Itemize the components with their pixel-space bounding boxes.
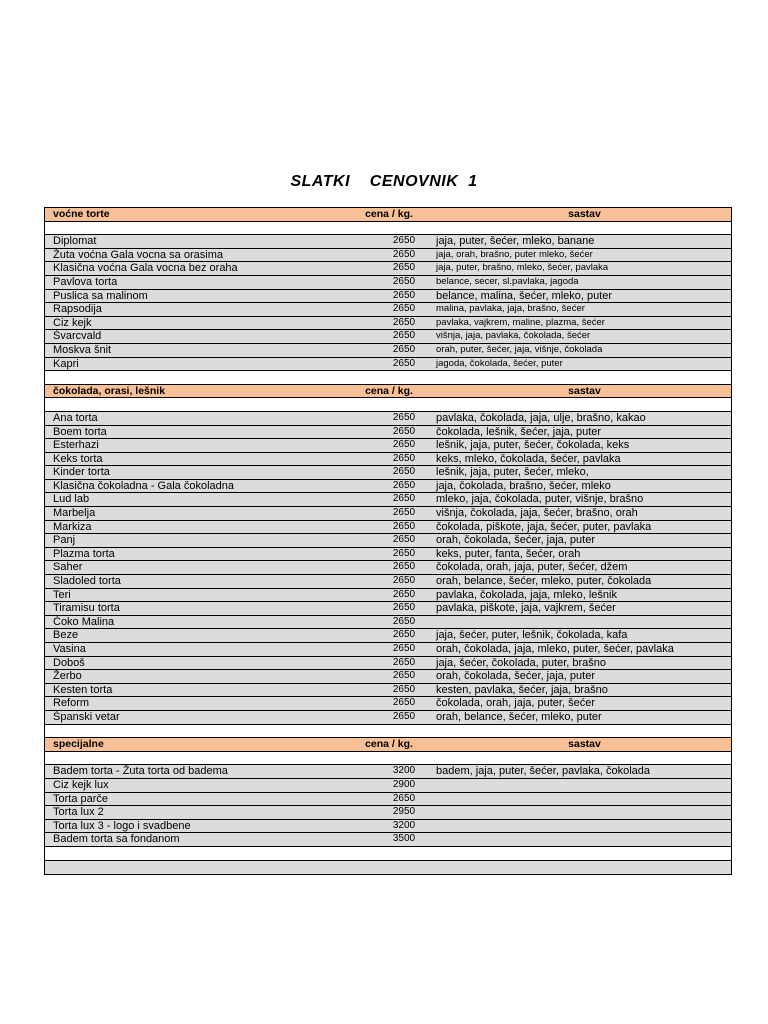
product-row bbox=[45, 670, 731, 684]
product-name: Plazma torta bbox=[53, 547, 115, 560]
product-row bbox=[45, 697, 731, 711]
product-row bbox=[45, 412, 731, 426]
product-price: 2650 bbox=[392, 656, 416, 668]
product-name: Kapri bbox=[53, 357, 79, 370]
product-name: Doboš bbox=[53, 656, 85, 669]
product-row bbox=[45, 303, 731, 317]
product-row bbox=[45, 643, 731, 657]
product-name: Tiramisu torta bbox=[53, 602, 120, 615]
product-row bbox=[45, 317, 731, 331]
product-price: 2650 bbox=[392, 493, 416, 505]
section-header bbox=[45, 208, 731, 222]
price-column-header: cena / kg. bbox=[365, 738, 413, 751]
product-price: 2650 bbox=[392, 466, 416, 478]
product-name: Vasina bbox=[53, 643, 86, 655]
product-price: 2650 bbox=[392, 479, 416, 491]
price-column-header: cena / kg. bbox=[365, 384, 413, 397]
section-title: specijalne bbox=[53, 738, 104, 751]
section-title: voćne torte bbox=[53, 208, 110, 220]
product-price: 2650 bbox=[392, 615, 416, 627]
product-row bbox=[45, 344, 731, 358]
price-column-header: cena / kg. bbox=[365, 208, 413, 220]
product-row bbox=[45, 276, 731, 290]
spacer-row bbox=[45, 847, 731, 861]
product-price: 2650 bbox=[392, 792, 416, 804]
product-name: Čoko Malina bbox=[53, 615, 115, 628]
product-price: 2650 bbox=[392, 425, 416, 437]
product-price: 2650 bbox=[392, 235, 416, 247]
product-name: Sladoled torta bbox=[53, 575, 121, 588]
product-ingredients: orah, belance, šećer, mleko, puter, čokolada bbox=[436, 575, 652, 588]
product-row bbox=[45, 493, 731, 507]
spacer-row bbox=[45, 861, 731, 875]
product-price: 2650 bbox=[392, 330, 416, 342]
product-price: 2650 bbox=[392, 411, 416, 423]
product-ingredients: čokolada, orah, jaja, puter, šećer bbox=[436, 697, 595, 710]
product-row bbox=[45, 521, 731, 535]
product-row bbox=[45, 453, 731, 467]
product-row bbox=[45, 684, 731, 698]
product-row bbox=[45, 711, 731, 725]
product-name: Kesten torta bbox=[53, 683, 113, 696]
product-ingredients: orah, čokolada, šećer, jaja, puter bbox=[436, 534, 595, 547]
ingredients-column-header: sastav bbox=[568, 384, 601, 397]
product-ingredients: orah, čokolada, šećer, jaja, puter bbox=[436, 670, 595, 683]
product-row bbox=[45, 330, 731, 344]
product-ingredients: višnja, jaja, pavlaka, čokolada, šećer bbox=[436, 330, 591, 342]
product-name: Španski vetar bbox=[53, 710, 120, 723]
product-name: Kinder torta bbox=[53, 466, 110, 479]
product-row bbox=[45, 439, 731, 453]
product-name: Keks torta bbox=[53, 452, 103, 465]
product-ingredients: keks, puter, fanta, šećer, orah bbox=[436, 547, 581, 560]
product-row bbox=[45, 589, 731, 603]
product-price: 2650 bbox=[392, 683, 416, 695]
product-name: Boem torta bbox=[53, 425, 107, 438]
product-name: Moskva šnit bbox=[53, 343, 112, 356]
product-ingredients: kesten, pavlaka, šećer, jaja, brašno bbox=[436, 683, 608, 696]
product-price: 2650 bbox=[392, 710, 416, 722]
product-row bbox=[45, 507, 731, 521]
product-name: Badem torta - Žuta torta od badema bbox=[53, 765, 228, 778]
product-price: 2650 bbox=[392, 520, 416, 532]
product-ingredients: jaja, puter, šećer, mleko, banane bbox=[436, 235, 595, 248]
ingredients-column-header: sastav bbox=[568, 208, 601, 220]
product-name: Ana torta bbox=[53, 411, 98, 424]
product-price: 2650 bbox=[392, 439, 416, 451]
ingredients-column-header: sastav bbox=[568, 738, 601, 751]
product-row bbox=[45, 820, 731, 834]
section-header bbox=[45, 738, 731, 752]
product-name: Torta lux 3 - logo i svadbene bbox=[53, 819, 191, 832]
product-name: Reform bbox=[53, 697, 90, 710]
product-name: Ciz kejk lux bbox=[53, 778, 109, 791]
product-ingredients: badem, jaja, puter, šećer, pavlaka, čokolada bbox=[436, 765, 651, 778]
product-ingredients: orah, belance, šećer, mleko, puter bbox=[436, 710, 602, 723]
product-price: 3500 bbox=[392, 833, 416, 845]
product-price: 2650 bbox=[392, 547, 416, 559]
product-price: 2950 bbox=[392, 806, 416, 818]
product-ingredients: jaja, orah, brašno, puter mleko, šećer bbox=[436, 248, 593, 260]
product-name: Žerbo bbox=[53, 670, 82, 683]
product-price: 2900 bbox=[392, 778, 416, 790]
spacer-row bbox=[45, 371, 731, 385]
product-name: Markiza bbox=[53, 520, 92, 533]
product-row bbox=[45, 765, 731, 779]
product-ingredients: mleko, jaja, čokolada, puter, višnje, brašno bbox=[436, 493, 644, 506]
product-name: Lud lab bbox=[53, 493, 90, 506]
product-price: 2650 bbox=[392, 262, 416, 274]
product-row bbox=[45, 235, 731, 249]
product-name: Klasična čokoladna - Gala čokoladna bbox=[53, 479, 235, 492]
product-price: 2650 bbox=[392, 452, 416, 464]
product-name: Torta parče bbox=[53, 792, 109, 805]
product-name: Klasična voćna Gala vocna bez oraha bbox=[53, 262, 238, 275]
product-name: Rapsodija bbox=[53, 303, 102, 316]
product-name: Puslica sa malinom bbox=[53, 289, 148, 302]
product-price: 2650 bbox=[392, 343, 416, 355]
product-row bbox=[45, 833, 731, 847]
product-price: 2650 bbox=[392, 289, 416, 301]
product-row bbox=[45, 793, 731, 807]
product-ingredients: čokolada, piškote, jaja, šećer, puter, pavlaka bbox=[436, 520, 652, 533]
product-ingredients: belance, malina, šećer, mleko, puter bbox=[436, 289, 613, 302]
product-row bbox=[45, 262, 731, 276]
product-ingredients: pavlaka, vajkrem, maline, plazma, šećer bbox=[436, 316, 605, 328]
product-price: 2650 bbox=[392, 629, 416, 641]
product-name: Marbelja bbox=[53, 507, 96, 520]
page-title: SLATKI CENOVNIK 1 bbox=[290, 173, 478, 190]
product-name: Švarcvald bbox=[53, 330, 102, 343]
product-name: Torta lux 2 bbox=[53, 806, 104, 819]
product-ingredients: lešnik, jaja, puter, šećer, čokolada, keks bbox=[436, 439, 630, 452]
product-name: Diplomat bbox=[53, 235, 97, 248]
product-ingredients: pavlaka, piškote, jaja, vajkrem, šećer bbox=[436, 602, 616, 615]
spacer-row bbox=[45, 222, 731, 236]
product-ingredients: jaja, šećer, puter, lešnik, čokolada, kafa bbox=[436, 629, 628, 642]
product-price: 2650 bbox=[392, 697, 416, 709]
product-ingredients: pavlaka, čokolada, jaja, mleko, lešnik bbox=[436, 588, 617, 601]
product-price: 2650 bbox=[392, 316, 416, 328]
product-row bbox=[45, 290, 731, 304]
product-name: Ciz kejk bbox=[53, 316, 92, 329]
product-price: 2650 bbox=[392, 507, 416, 519]
product-ingredients: čokolada, lešnik, šećer, jaja, puter bbox=[436, 425, 602, 438]
product-ingredients: višnja, čokolada, jaja, šećer, brašno, orah bbox=[436, 507, 638, 520]
product-row bbox=[45, 548, 731, 562]
spacer-row bbox=[45, 752, 731, 766]
product-price: 2650 bbox=[392, 575, 416, 587]
product-name: Esterhazi bbox=[53, 439, 99, 452]
product-name: Badem torta sa fondanom bbox=[53, 833, 180, 846]
product-name: Pavlova torta bbox=[53, 275, 118, 288]
product-price: 2650 bbox=[392, 357, 416, 369]
product-name: Teri bbox=[53, 588, 71, 601]
product-row bbox=[45, 426, 731, 440]
product-price: 2650 bbox=[392, 534, 416, 546]
product-name: Panj bbox=[53, 534, 76, 547]
product-row bbox=[45, 249, 731, 263]
product-ingredients: jagoda, čokolada, šećer, puter bbox=[436, 357, 563, 369]
product-row bbox=[45, 806, 731, 820]
product-row bbox=[45, 657, 731, 671]
product-price: 2650 bbox=[392, 303, 416, 315]
product-ingredients: čokolada, orah, jaja, puter, šećer, džem bbox=[436, 561, 628, 574]
product-price: 3200 bbox=[392, 765, 416, 777]
product-ingredients: jaja, čokolada, brašno, šećer, mleko bbox=[436, 479, 611, 492]
product-price: 2650 bbox=[392, 588, 416, 600]
section-header bbox=[45, 385, 731, 399]
product-row bbox=[45, 779, 731, 793]
product-ingredients: orah, puter, šećer, jaja, višnje, čokolada bbox=[436, 343, 603, 355]
product-price: 2650 bbox=[392, 602, 416, 614]
product-ingredients: belance, secer, sl.pavlaka, jagoda bbox=[436, 275, 579, 287]
product-price: 3200 bbox=[392, 819, 416, 831]
product-row bbox=[45, 629, 731, 643]
product-ingredients: keks, mleko, čokolada, šećer, pavlaka bbox=[436, 452, 621, 465]
spacer-row bbox=[45, 398, 731, 412]
product-price: 2650 bbox=[392, 248, 416, 260]
product-name: Saher bbox=[53, 561, 83, 574]
product-price: 2650 bbox=[392, 670, 416, 682]
product-row bbox=[45, 575, 731, 589]
section-title: čokolada, orasi, lešnik bbox=[53, 384, 166, 397]
product-row bbox=[45, 534, 731, 548]
product-ingredients: jaja, šećer, čokolada, puter, brašno bbox=[436, 656, 606, 669]
product-row bbox=[45, 358, 731, 372]
product-row bbox=[45, 561, 731, 575]
product-row bbox=[45, 466, 731, 480]
price-table bbox=[44, 207, 732, 875]
product-row bbox=[45, 616, 731, 630]
product-name: Beze bbox=[53, 629, 79, 642]
product-row bbox=[45, 480, 731, 494]
product-ingredients: lešnik, jaja, puter, šećer, mleko, bbox=[436, 466, 589, 479]
product-ingredients: orah, čokolada, jaja, mleko, puter, šećer, pavlaka bbox=[436, 643, 674, 655]
product-price: 2650 bbox=[392, 275, 416, 287]
product-price: 2650 bbox=[392, 561, 416, 573]
spacer-row bbox=[45, 725, 731, 739]
product-price: 2650 bbox=[392, 643, 416, 654]
product-ingredients: malina, pavlaka, jaja, brašno, šećer bbox=[436, 303, 585, 315]
product-ingredients: pavlaka, čokolada, jaja, ulje, brašno, kakao bbox=[436, 411, 646, 424]
product-ingredients: jaja, puter, brašno, mleko, šećer, pavlaka bbox=[436, 262, 609, 274]
product-name: Žuta voćna Gala vocna sa orasima bbox=[53, 248, 223, 261]
product-row bbox=[45, 602, 731, 616]
